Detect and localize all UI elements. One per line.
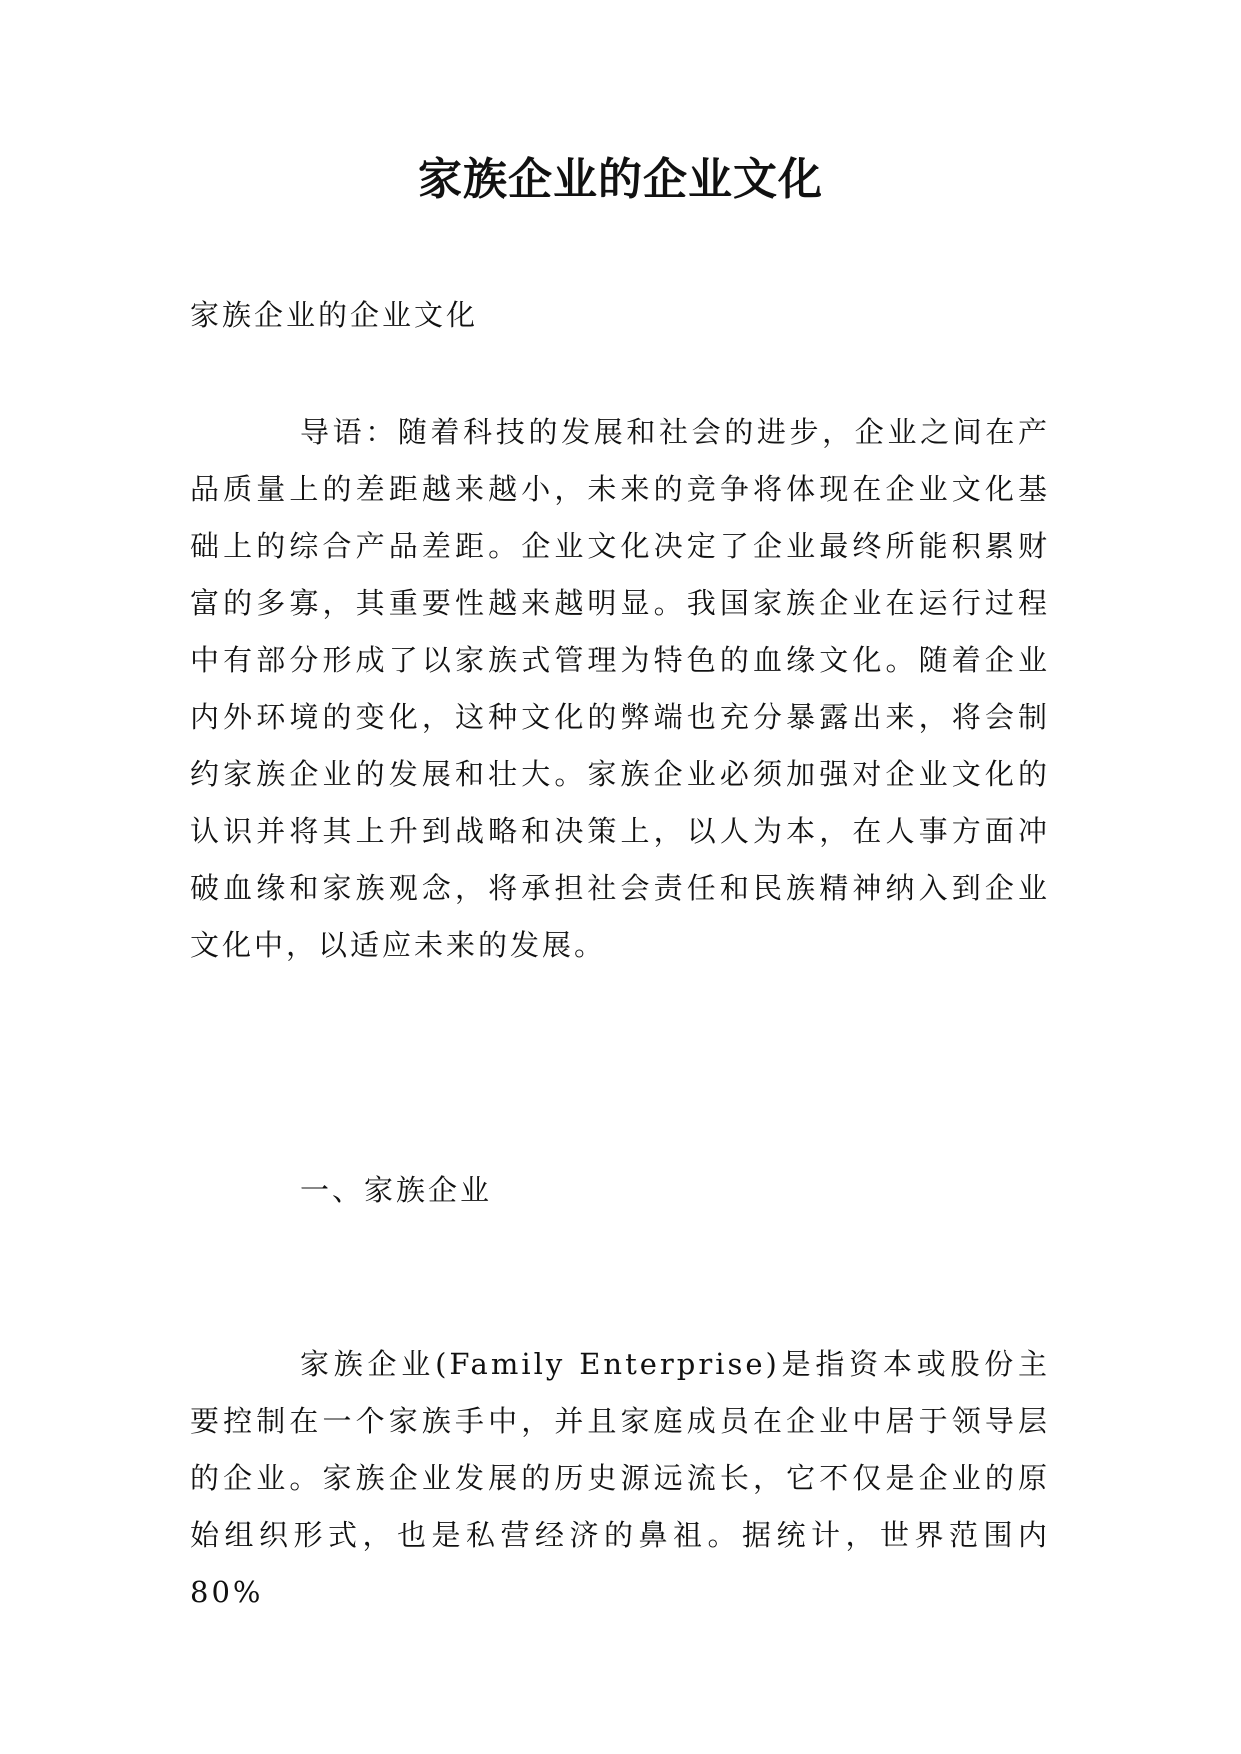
document-subtitle: 家族企业的企业文化	[190, 298, 479, 332]
family-enterprise-paragraph: 家族企业(Family Enterprise)是指资本或股份主要控制在一个家族手中，并且家庭成员在企业中居于领导层的企业。家族企业发展的历史源远流长，它不仅是企业的原始组织形式，也是私营经济的鼻祖。据统计，世界范围内80%	[190, 1347, 1050, 1609]
section-heading-family-enterprise: 一、家族企业	[300, 1173, 493, 1207]
intro-paragraph: 导语：随着科技的发展和社会的进步，企业之间在产品质量上的差距越来越小，未来的竞争将体现在企业文化基础上的综合产品差距。企业文化决定了企业最终所能积累财富的多寡，其重要性越来越明显。我国家族企业在运行过程中有部分形成了以家族式管理为特色的血缘文化。随着企业内外环境的变化，这种文化的弊端也充分暴露出来，将会制约家族企业的发展和壮大。家族企业必须加强对企业文化的认识并将其上升到战略和决策上，以人为本，在人事方面冲破血缘和家族观念，将承担社会责任和民族精神纳入到企业文化中，以适应未来的发展。	[190, 415, 1050, 962]
document-title: 家族企业的企业文化	[418, 154, 823, 205]
